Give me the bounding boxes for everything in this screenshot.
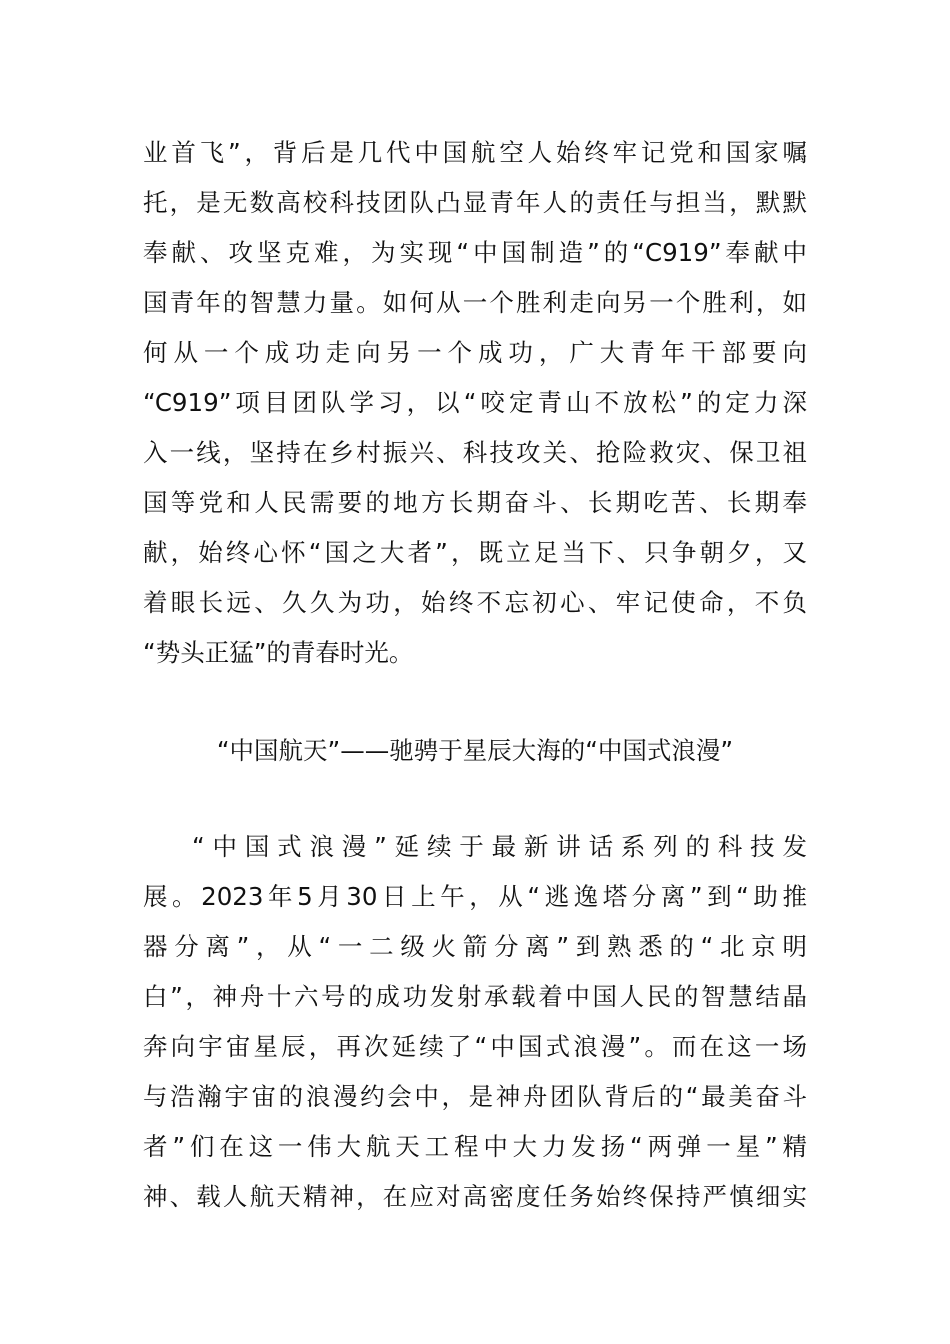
text-line: 入一线，坚持在乡村振兴、科技攻关、抢险救灾、保卫祖 [143, 438, 807, 467]
text-line: 白”，神舟十六号的成功发射承载着中国人民的智慧结晶 [143, 982, 807, 1011]
paragraph-c919 [143, 128, 807, 678]
section-heading: “中国航天”——驰骋于星辰大海的“中国式浪漫” [216, 736, 734, 765]
text-line: 奉献、攻坚克难，为实现“中国制造”的“C919”奉献中 [143, 238, 807, 267]
text-line: 献，始终心怀“国之大者”，既立足当下、只争朝夕，又 [143, 538, 807, 567]
text-line: “中国式浪漫”延续于最新讲话系列的科技发 [192, 832, 807, 861]
text-line: 业首飞”，背后是几代中国航空人始终牢记党和国家嘱 [143, 138, 807, 167]
text-line: 与浩瀚宇宙的浪漫约会中，是神舟团队背后的“最美奋斗 [143, 1082, 807, 1111]
text-line: 托，是无数高校科技团队凸显青年人的责任与担当，默默 [143, 188, 807, 217]
text-line: 着眼长远、久久为功，始终不忘初心、牢记使命，不负 [143, 588, 807, 617]
text-line: 展。2023年5月30日上午，从“逃逸塔分离”到“助推 [143, 882, 807, 911]
text-line: 何从一个成功走向另一个成功，广大青年干部要向 [143, 338, 807, 367]
text-line: 国青年的智慧力量。如何从一个胜利走向另一个胜利，如 [143, 288, 807, 317]
text-line: 器分离”，从“一二级火箭分离”到熟悉的“北京明 [143, 932, 807, 961]
text-line: 奔向宇宙星辰，再次延续了“中国式浪漫”。而在这一场 [143, 1032, 807, 1061]
text-line: “C919”项目团队学习，以“咬定青山不放松”的定力深 [143, 388, 807, 417]
text-line: 神、载人航天精神，在应对高密度任务始终保持严慎细实 [143, 1182, 807, 1211]
text-line: 者”们在这一伟大航天工程中大力发扬“两弹一星”精 [143, 1132, 807, 1161]
text-line: “势头正猛”的青春时光。 [143, 638, 414, 667]
text-line: 国等党和人民需要的地方长期奋斗、长期吃苦、长期奉 [143, 488, 807, 517]
paragraph-aerospace [143, 822, 807, 1222]
